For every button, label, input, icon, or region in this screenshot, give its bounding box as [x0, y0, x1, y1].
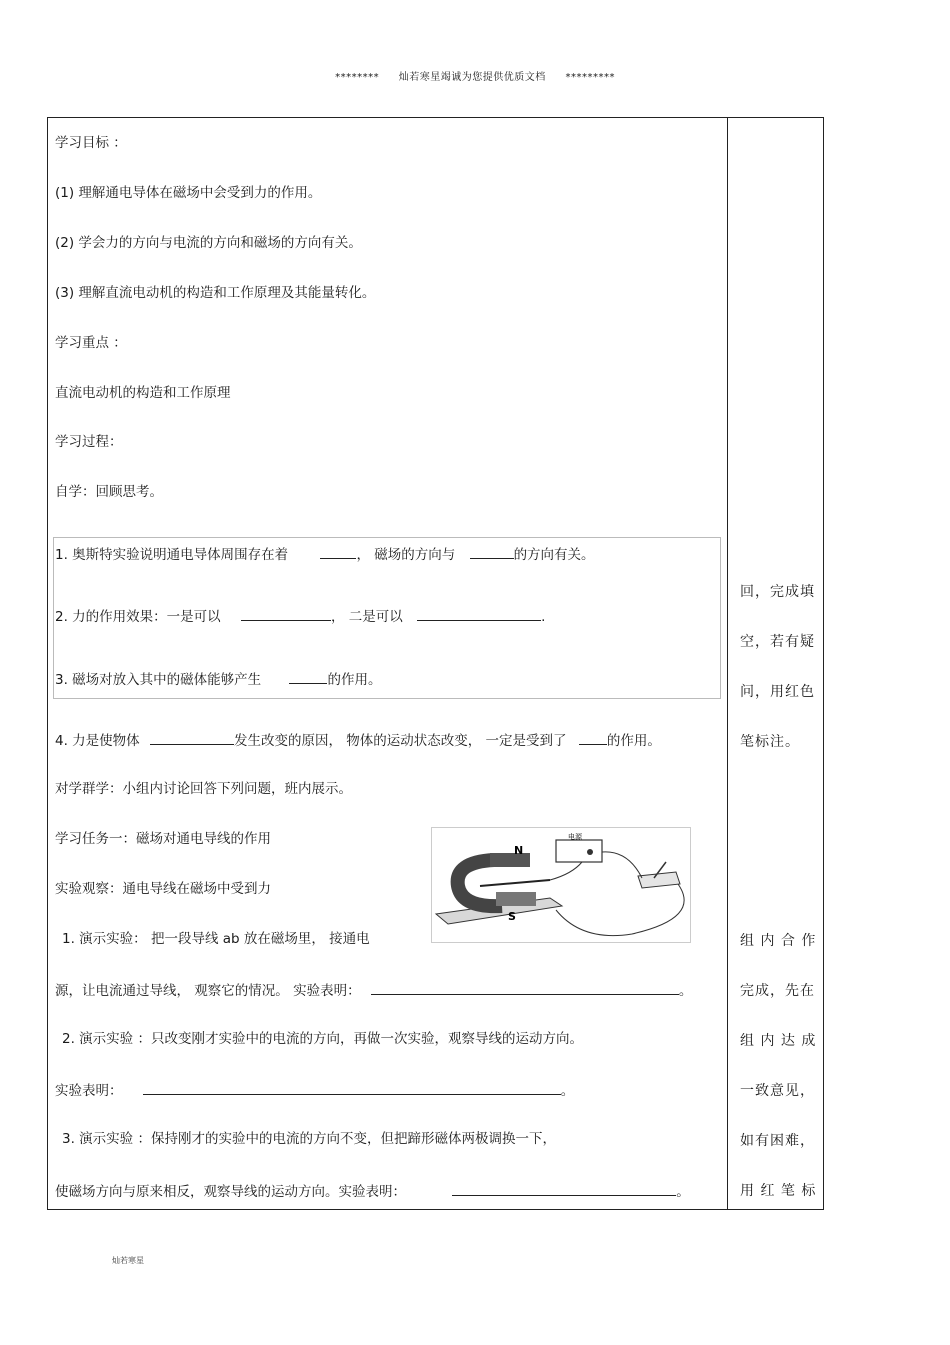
header-stars-left: ******** — [335, 72, 380, 83]
terminal — [587, 849, 593, 855]
side-note-1-line-1: 回，完成填 — [740, 584, 815, 600]
experiment-1-line-1: 1. 演示实验： 把一段导线 ab 放在磁场里， 接通电 — [62, 931, 370, 947]
blank-exp2[interactable] — [143, 1080, 561, 1095]
experiment-3-period: 。 — [676, 1184, 690, 1200]
blank-1b[interactable] — [470, 544, 514, 559]
experiment-figure — [431, 827, 691, 943]
goal-2: (2) 学会力的方向与电流的方向和磁场的方向有关。 — [55, 235, 362, 251]
experiment-1-text-b: 源，让电流通过导线， 观察它的情况。 实验表明： — [55, 983, 361, 999]
side-note-2-line-6: 用 红 笔 标 — [740, 1183, 817, 1199]
blank-4b[interactable] — [579, 730, 607, 745]
page-header — [0, 68, 950, 83]
question-4 — [55, 730, 661, 750]
power-supply — [556, 840, 602, 862]
side-note-2-line-3: 组 内 达 成 — [740, 1033, 817, 1049]
side-note-1-line-3: 问，用红色 — [740, 684, 815, 700]
column-divider — [727, 117, 728, 1210]
question-1-text-b: 磁场的方向与 — [374, 547, 456, 563]
goal-heading: 学习目标 ： — [55, 135, 127, 151]
question-2 — [55, 606, 545, 626]
process-heading: 学习过程： — [55, 434, 123, 450]
header-stars-right: ********* — [565, 72, 615, 83]
question-1 — [55, 544, 595, 564]
experiment-3-line-2 — [55, 1181, 690, 1201]
label-n: N — [514, 844, 524, 857]
experiment-2-text-b: 实验表明： — [55, 1083, 123, 1099]
experiment-3-line-1: 3. 演示实验 ：保持刚才的实验中的电流的方向不变，但把蹄形磁体两极调换一下， — [62, 1131, 556, 1147]
blank-4a[interactable] — [150, 730, 234, 745]
key-text: 直流电动机的构造和工作原理 — [55, 385, 231, 401]
blank-exp1[interactable] — [371, 980, 679, 995]
side-note-2-line-2: 完成，先在 — [740, 983, 815, 999]
question-1-text-a: 1. 奥斯特实验说明通电导体周围存在着 — [55, 547, 289, 563]
experiment-3-text-b: 使磁场方向与原来相反，观察导线的运动方向。实验表明： — [55, 1184, 406, 1200]
question-1-comma: ， — [356, 547, 370, 563]
experiment-diagram — [432, 828, 690, 942]
question-2-text-a: 2. 力的作用效果：一是可以 — [55, 609, 221, 625]
task-1-heading: 学习任务一：磁场对通电导线的作用 — [55, 831, 271, 847]
experiment-1-line-2 — [55, 980, 692, 1000]
blank-2b[interactable] — [417, 606, 541, 621]
side-note-2-line-1: 组 内 合 作 — [740, 933, 817, 949]
magnet-pole-s — [496, 892, 536, 906]
experiment-2-line-2 — [55, 1080, 574, 1100]
question-1-text-c: 的方向有关。 — [513, 547, 595, 563]
question-4-text-a: 4. 力是使物体 — [55, 733, 140, 749]
blank-1a[interactable] — [320, 544, 356, 559]
question-2-text-b: 二是可以 — [348, 609, 403, 625]
observe-label: 实验观察：通电导线在磁场中受到力 — [55, 881, 271, 897]
experiment-2-period: 。 — [560, 1083, 575, 1099]
page-footer: 灿若寒星 — [112, 1256, 144, 1265]
power-label: 电源 — [568, 833, 582, 841]
header-title: 灿若寒星竭诚为您提供优质文档 — [398, 72, 546, 83]
question-4-text-b: 发生改变的原因， 物体的运动状态改变， 一定是受到了 — [233, 733, 567, 749]
experiment-2-line-1: 2. 演示实验 ：只改变刚才实验中的电流的方向，再做一次实验，观察导线的运动方向。 — [62, 1031, 583, 1047]
question-4-text-c: 的作用。 — [606, 733, 661, 749]
goal-1: (1) 理解通电导体在磁场中会受到力的作用。 — [55, 185, 322, 201]
side-note-2-line-5: 如有困难， — [740, 1133, 815, 1149]
switch — [638, 872, 680, 888]
group-study-label: 对学群学：小组内讨论回答下列问题，班内展示。 — [55, 781, 352, 797]
side-note-2-line-4: 一致意见， — [740, 1083, 815, 1099]
experiment-1-period: 。 — [678, 983, 693, 999]
question-3 — [55, 669, 381, 689]
wire-ab — [480, 880, 550, 886]
question-3-text-a: 3. 磁场对放入其中的磁体能够产生 — [55, 672, 262, 688]
label-s: S — [508, 910, 516, 923]
side-note-1-line-2: 空，若有疑 — [740, 634, 815, 650]
question-2-dot: . — [541, 609, 546, 625]
question-2-comma: ， — [330, 609, 345, 625]
magnet-pole-n — [490, 853, 530, 867]
blank-2a[interactable] — [241, 606, 331, 621]
side-note-1-line-4: 笔标注。 — [740, 734, 800, 750]
goal-3: (3) 理解直流电动机的构造和工作原理及其能量转化。 — [55, 285, 376, 301]
blank-exp3[interactable] — [452, 1181, 676, 1196]
self-study-label: 自学：回顾思考。 — [55, 484, 163, 500]
blank-3[interactable] — [289, 669, 327, 684]
key-heading: 学习重点 ： — [55, 335, 127, 351]
question-3-text-b: 的作用。 — [327, 672, 382, 688]
